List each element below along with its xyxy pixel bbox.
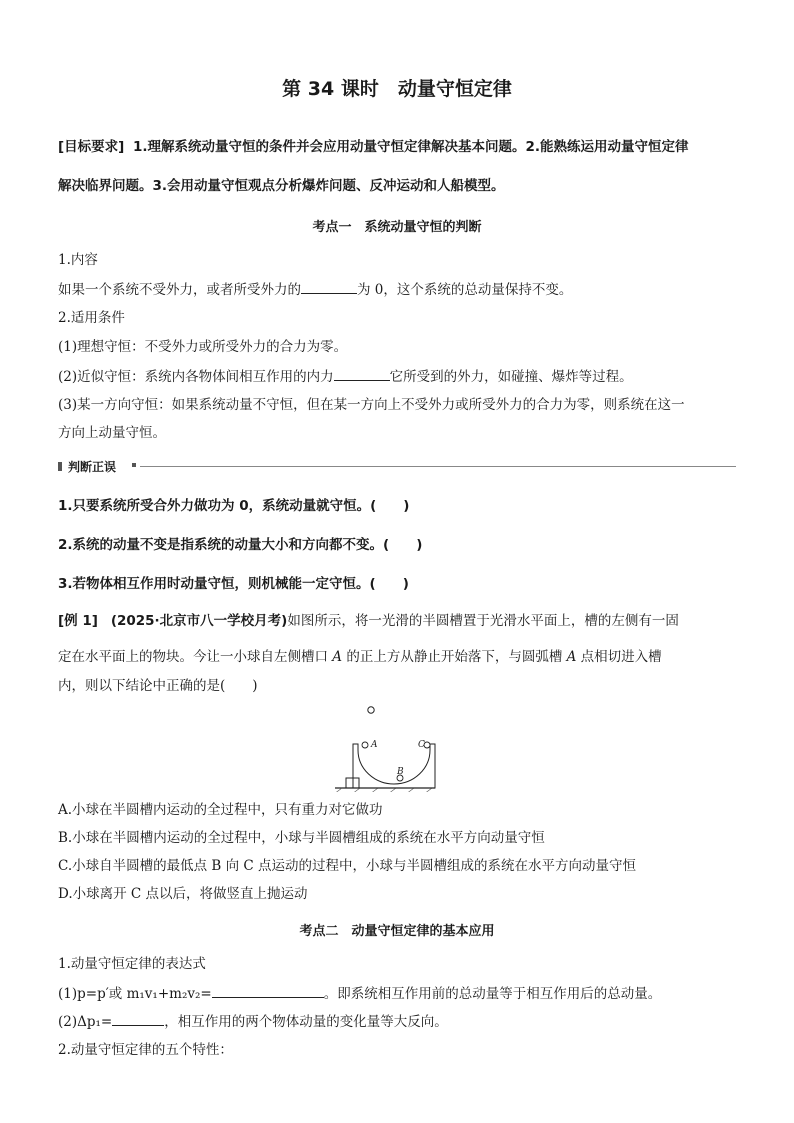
s2-heading-2: 2.动量守恒定律的五个特性： [58, 1042, 233, 1058]
half-pipe-figure [330, 700, 440, 792]
point-a-label: A [566, 649, 577, 665]
option-b: B.小球在半圆槽内运动的全过程中，小球与半圆槽组成的系统在水平方向动量守恒 [58, 830, 545, 846]
judge-item-1: 1.只要系统所受合外力做功为 0，系统动量就守恒。( ) [58, 498, 410, 514]
example-text-a: 如图所示，将一光滑的半圆槽置于光滑水平面上，槽的左侧有一固 [287, 613, 679, 629]
s1-cond-2 [58, 366, 633, 387]
s1-heading-2: 2.适用条件 [58, 310, 125, 326]
goal-label: [目标要求] [58, 139, 125, 155]
judge-marker [58, 462, 62, 471]
judge-label: 判断正误 [68, 460, 117, 474]
section-1-title: 考点一 系统动量守恒的判断 [312, 220, 482, 235]
label-c: C [418, 740, 425, 750]
example-text-b1: 定在水平面上的物块。今让一小球自左侧槽口 [58, 649, 333, 665]
s2-expr-1a: (1)p=p′或 m₁v₁+m₂v₂= [58, 986, 212, 1002]
example-text-b2: 的正上方从静止开始落下，与圆弧槽 [342, 649, 567, 665]
s2-expr-2a: (2)Δp₁= [58, 1014, 113, 1030]
option-a: A.小球在半圆槽内运动的全过程中，只有重力对它做功 [58, 802, 383, 818]
goal-line-1 [58, 137, 688, 157]
s1-cond-2b: 它所受到的外力，如碰撞、爆炸等过程。 [389, 369, 633, 385]
example-label: [例 1] [58, 613, 98, 629]
ball-at-c [424, 742, 430, 748]
s1-content-a: 如果一个系统不受外力，或者所受外力的 [58, 282, 301, 298]
judge-divider [140, 466, 736, 467]
s2-heading-1: 1.动量守恒定律的表达式 [58, 956, 206, 972]
example-source: (2025·北京市八一学校月考) [110, 613, 288, 629]
page-title: 第 34 课时 动量守恒定律 [282, 78, 512, 100]
ball-at-a [362, 742, 368, 748]
s1-cond-3a: (3)某一方向守恒：如果系统动量不守恒，但在某一方向上不受外力或所受外力的合力为零，则系统在这一 [58, 397, 685, 413]
s1-content [58, 279, 572, 300]
section-2-title: 考点二 动量守恒定律的基本应用 [299, 924, 495, 939]
judge-item-3: 3.若物体相互作用时动量守恒，则机械能一定守恒。( ) [58, 576, 409, 592]
s1-cond-2a: (2)近似守恒：系统内各物体间相互作用的内力 [58, 369, 334, 385]
option-c: C.小球自半圆槽的最低点 B 向 C 点运动的过程中，小球与半圆槽组成的系统在水平方向动量守恒 [58, 858, 637, 874]
example-text-c: 内，则以下结论中正确的是( ) [58, 678, 258, 694]
fill-blank [112, 1011, 164, 1026]
fill-blank [212, 983, 324, 998]
goal-line-2: 解决临界问题。3.会用动量守恒观点分析爆炸问题、反冲运动和人船模型。 [58, 178, 505, 194]
point-a-label: A [332, 649, 343, 665]
judge-dot [132, 463, 136, 467]
example-1-line-1 [58, 611, 679, 631]
judge-header [58, 458, 736, 476]
s1-heading-1: 1.内容 [58, 252, 98, 268]
half-pipe-groove [353, 744, 435, 788]
goal-text-1: 1.理解系统动量守恒的条件并会应用动量守恒定律解决基本问题。2.能熟练运用动量守恒定律 [132, 139, 689, 155]
example-1-line-2 [58, 647, 662, 667]
s2-expr-1b: 。即系统相互作用前的总动量等于相互作用后的总动量。 [323, 986, 662, 1002]
option-d: D.小球离开 C 点以后，将做竖直上抛运动 [58, 886, 308, 902]
s1-cond-1: (1)理想守恒：不受外力或所受外力的合力为零。 [58, 339, 348, 355]
s1-content-b: 为 0，这个系统的总动量保持不变。 [357, 282, 573, 298]
fill-blank [334, 366, 390, 381]
s1-cond-3b: 方向上动量守恒。 [58, 425, 166, 441]
falling-ball [368, 707, 374, 713]
judge-item-2: 2.系统的动量不变是指系统的动量大小和方向都不变。( ) [58, 537, 423, 553]
s2-expr-2b: ，相互作用的两个物体动量的变化量等大反向。 [164, 1014, 448, 1030]
example-text-b3: 点相切进入槽 [576, 649, 662, 665]
label-b: B [397, 767, 404, 777]
label-a: A [371, 740, 378, 750]
s2-expr-2 [58, 1011, 448, 1032]
fill-blank [301, 279, 357, 294]
s2-expr-1 [58, 983, 661, 1004]
